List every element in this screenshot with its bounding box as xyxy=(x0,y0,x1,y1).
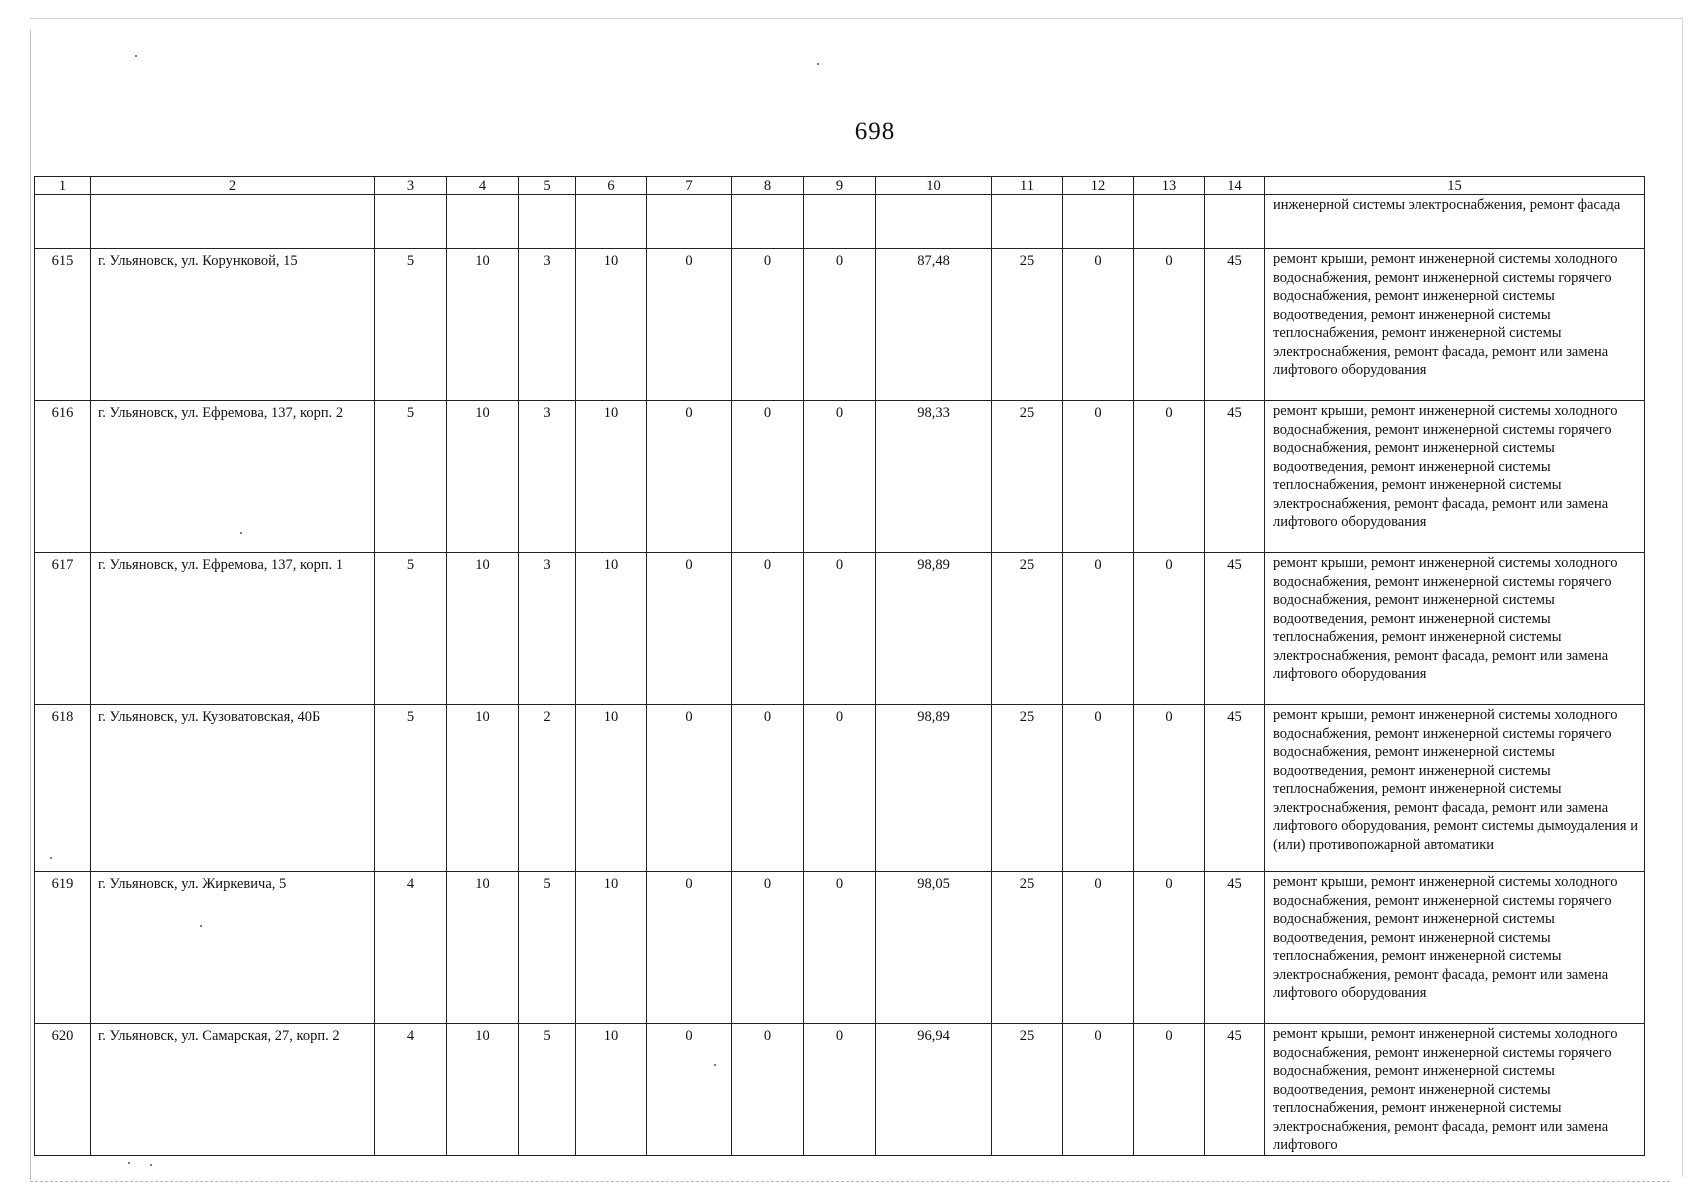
row-number-cell: 619 xyxy=(35,872,91,1024)
table-row xyxy=(35,401,1645,553)
value-cell: 0 xyxy=(1063,1024,1134,1156)
empty-cell xyxy=(876,195,992,249)
work-list-cell: ремонт крыши, ремонт инженерной системы холодного водоснабжения, ремонт инженерной системы горячего водоснабжения, ремонт инженерной системы водоотведения, ремонт инженерной системы теплоснабжения, ремонт инженерной системы электроснабжения, ремонт фасада, ремонт или замена лифтового оборудования xyxy=(1265,872,1645,1024)
value-cell: 0 xyxy=(647,553,732,705)
work-list-cell: ремонт крыши, ремонт инженерной системы холодного водоснабжения, ремонт инженерной системы горячего водоснабжения, ремонт инженерной системы водоотведения, ремонт инженерной системы теплоснабжения, ремонт инженерной системы электроснабжения, ремонт фасада, ремонт или замена лифтового оборудования, ремонт системы дымоудаления и (или) противопожарной автоматики xyxy=(1265,705,1645,872)
value-cell: 10 xyxy=(576,1024,647,1156)
empty-cell xyxy=(992,195,1063,249)
scan-speck xyxy=(817,63,819,65)
value-cell: 45 xyxy=(1205,249,1265,401)
value-cell: 0 xyxy=(1134,401,1205,553)
register-table xyxy=(34,176,1645,1156)
value-cell: 5 xyxy=(375,553,447,705)
address-cell: г. Ульяновск, ул. Ефремова, 137, корп. 2 xyxy=(91,401,375,553)
value-cell: 3 xyxy=(519,553,576,705)
work-list-cell: ремонт крыши, ремонт инженерной системы холодного водоснабжения, ремонт инженерной системы горячего водоснабжения, ремонт инженерной системы водоотведения, ремонт инженерной системы теплоснабжения, ремонт инженерной системы электроснабжения, ремонт фасада, ремонт или замена лифтового оборудования xyxy=(1265,401,1645,553)
value-cell: 0 xyxy=(732,872,804,1024)
value-cell: 4 xyxy=(375,872,447,1024)
value-cell: 0 xyxy=(804,401,876,553)
work-list-cell: ремонт крыши, ремонт инженерной системы холодного водоснабжения, ремонт инженерной системы горячего водоснабжения, ремонт инженерной системы водоотведения, ремонт инженерной системы теплоснабжения, ремонт инженерной системы электроснабжения, ремонт фасада, ремонт или замена лифтового xyxy=(1265,1024,1645,1156)
value-cell: 0 xyxy=(804,553,876,705)
value-cell: 0 xyxy=(1134,705,1205,872)
value-cell: 10 xyxy=(447,1024,519,1156)
continuation-row xyxy=(35,195,1645,249)
value-cell: 0 xyxy=(647,1024,732,1156)
value-cell: 25 xyxy=(992,705,1063,872)
page-number: 698 xyxy=(854,118,896,145)
row-number-cell: 620 xyxy=(35,1024,91,1156)
value-cell: 0 xyxy=(1063,705,1134,872)
empty-cell xyxy=(91,195,375,249)
value-cell: 0 xyxy=(647,249,732,401)
scan-speck xyxy=(150,1164,152,1166)
row-number-cell: 615 xyxy=(35,249,91,401)
column-header: 11 xyxy=(992,177,1063,195)
value-cell: 0 xyxy=(804,872,876,1024)
table-row xyxy=(35,553,1645,705)
column-header: 12 xyxy=(1063,177,1134,195)
value-cell: 25 xyxy=(992,553,1063,705)
work-list-cell: ремонт крыши, ремонт инженерной системы холодного водоснабжения, ремонт инженерной системы горячего водоснабжения, ремонт инженерной системы водоотведения, ремонт инженерной системы теплоснабжения, ремонт инженерной системы электроснабжения, ремонт фасада, ремонт или замена лифтового оборудования xyxy=(1265,553,1645,705)
scan-speck xyxy=(200,925,202,927)
value-cell: 5 xyxy=(375,249,447,401)
scan-bottom-edge xyxy=(30,1181,1670,1182)
value-cell: 98,89 xyxy=(876,553,992,705)
address-cell: г. Ульяновск, ул. Ефремова, 137, корп. 1 xyxy=(91,553,375,705)
value-cell: 3 xyxy=(519,401,576,553)
value-cell: 0 xyxy=(804,705,876,872)
value-cell: 0 xyxy=(1063,249,1134,401)
column-header: 7 xyxy=(647,177,732,195)
column-header: 10 xyxy=(876,177,992,195)
value-cell: 98,33 xyxy=(876,401,992,553)
column-header: 6 xyxy=(576,177,647,195)
value-cell: 0 xyxy=(1134,553,1205,705)
value-cell: 5 xyxy=(519,1024,576,1156)
column-header: 8 xyxy=(732,177,804,195)
empty-cell xyxy=(519,195,576,249)
column-header: 1 xyxy=(35,177,91,195)
table-row xyxy=(35,705,1645,872)
table-row xyxy=(35,1024,1645,1156)
value-cell: 4 xyxy=(375,1024,447,1156)
value-cell: 25 xyxy=(992,249,1063,401)
empty-cell xyxy=(447,195,519,249)
value-cell: 25 xyxy=(992,1024,1063,1156)
address-cell: г. Ульяновск, ул. Жиркевича, 5 xyxy=(91,872,375,1024)
value-cell: 10 xyxy=(576,553,647,705)
table-row xyxy=(35,249,1645,401)
value-cell: 5 xyxy=(519,872,576,1024)
row-number-cell: 618 xyxy=(35,705,91,872)
value-cell: 0 xyxy=(732,249,804,401)
column-header: 15 xyxy=(1265,177,1645,195)
empty-cell xyxy=(1205,195,1265,249)
address-cell: г. Ульяновск, ул. Самарская, 27, корп. 2 xyxy=(91,1024,375,1156)
empty-cell xyxy=(576,195,647,249)
column-header: 2 xyxy=(91,177,375,195)
value-cell: 0 xyxy=(732,705,804,872)
row-number-cell: 616 xyxy=(35,401,91,553)
empty-cell xyxy=(1063,195,1134,249)
value-cell: 0 xyxy=(647,872,732,1024)
value-cell: 0 xyxy=(1063,872,1134,1024)
scan-speck xyxy=(240,532,242,534)
value-cell: 98,89 xyxy=(876,705,992,872)
value-cell: 45 xyxy=(1205,553,1265,705)
value-cell: 0 xyxy=(732,401,804,553)
work-list-cell: ремонт крыши, ремонт инженерной системы холодного водоснабжения, ремонт инженерной системы горячего водоснабжения, ремонт инженерной системы водоотведения, ремонт инженерной системы теплоснабжения, ремонт инженерной системы электроснабжения, ремонт фасада, ремонт или замена лифтового оборудования xyxy=(1265,249,1645,401)
value-cell: 0 xyxy=(1063,401,1134,553)
value-cell: 45 xyxy=(1205,872,1265,1024)
value-cell: 45 xyxy=(1205,401,1265,553)
value-cell: 10 xyxy=(576,401,647,553)
value-cell: 0 xyxy=(1063,553,1134,705)
scan-speck xyxy=(135,55,137,57)
empty-cell xyxy=(804,195,876,249)
value-cell: 10 xyxy=(576,249,647,401)
value-cell: 10 xyxy=(447,553,519,705)
empty-cell xyxy=(375,195,447,249)
row-number-cell: 617 xyxy=(35,553,91,705)
value-cell: 0 xyxy=(1134,872,1205,1024)
work-list-cell: инженерной системы электроснабжения, ремонт фасада xyxy=(1265,195,1645,249)
value-cell: 25 xyxy=(992,872,1063,1024)
value-cell: 0 xyxy=(732,1024,804,1156)
value-cell: 0 xyxy=(732,553,804,705)
value-cell: 87,48 xyxy=(876,249,992,401)
column-header: 14 xyxy=(1205,177,1265,195)
value-cell: 98,05 xyxy=(876,872,992,1024)
value-cell: 3 xyxy=(519,249,576,401)
scan-speck xyxy=(50,857,52,859)
value-cell: 0 xyxy=(1134,249,1205,401)
empty-cell xyxy=(1134,195,1205,249)
value-cell: 5 xyxy=(375,401,447,553)
value-cell: 0 xyxy=(647,401,732,553)
value-cell: 0 xyxy=(1134,1024,1205,1156)
empty-cell xyxy=(732,195,804,249)
column-header: 13 xyxy=(1134,177,1205,195)
address-cell: г. Ульяновск, ул. Корунковой, 15 xyxy=(91,249,375,401)
empty-cell xyxy=(647,195,732,249)
value-cell: 10 xyxy=(576,872,647,1024)
value-cell: 10 xyxy=(447,401,519,553)
value-cell: 0 xyxy=(647,705,732,872)
scan-speck xyxy=(714,1064,716,1066)
value-cell: 45 xyxy=(1205,705,1265,872)
value-cell: 45 xyxy=(1205,1024,1265,1156)
column-number-row xyxy=(35,177,1645,195)
column-header: 4 xyxy=(447,177,519,195)
column-header: 9 xyxy=(804,177,876,195)
value-cell: 96,94 xyxy=(876,1024,992,1156)
value-cell: 25 xyxy=(992,401,1063,553)
column-header: 5 xyxy=(519,177,576,195)
value-cell: 10 xyxy=(447,872,519,1024)
value-cell: 0 xyxy=(804,1024,876,1156)
scan-edge xyxy=(30,30,31,1180)
value-cell: 2 xyxy=(519,705,576,872)
scan-speck xyxy=(128,1162,130,1164)
value-cell: 10 xyxy=(576,705,647,872)
address-cell: г. Ульяновск, ул. Кузоватовская, 40Б xyxy=(91,705,375,872)
value-cell: 10 xyxy=(447,249,519,401)
value-cell: 5 xyxy=(375,705,447,872)
value-cell: 0 xyxy=(804,249,876,401)
value-cell: 10 xyxy=(447,705,519,872)
table-row xyxy=(35,872,1645,1024)
column-header: 3 xyxy=(375,177,447,195)
empty-cell xyxy=(35,195,91,249)
